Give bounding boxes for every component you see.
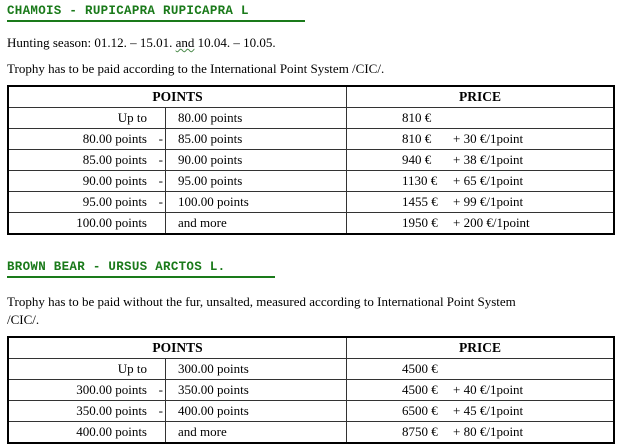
points-from: Up to xyxy=(117,110,147,125)
table-header-row xyxy=(8,337,614,359)
points-to: 350.00 points xyxy=(166,380,347,401)
table-row xyxy=(8,380,614,401)
chamois-trophy-note: Trophy has to be paid according to the International Point System /CIC/. xyxy=(7,61,385,76)
base-price: 8750 € xyxy=(402,424,438,439)
points-from: 350.00 points xyxy=(76,403,147,418)
table-header-row xyxy=(8,86,614,108)
points-from-cell xyxy=(8,192,166,213)
base-price: 1455 € xyxy=(402,194,438,209)
points-from-cell xyxy=(8,422,166,444)
table-row xyxy=(8,213,614,235)
points-to: 300.00 points xyxy=(166,359,347,380)
base-price: 810 € xyxy=(402,131,432,146)
per-point-rate: + 99 €/1point xyxy=(453,194,524,209)
price-cell xyxy=(347,129,615,150)
points-to: 95.00 points xyxy=(166,171,347,192)
price-cell xyxy=(347,422,615,444)
bear-heading-underline xyxy=(7,276,275,278)
points-from: 100.00 points xyxy=(76,215,147,230)
points-from-cell xyxy=(8,380,166,401)
price-cell xyxy=(347,150,615,171)
table-row xyxy=(8,422,614,444)
points-from-cell xyxy=(8,150,166,171)
points-to: 90.00 points xyxy=(166,150,347,171)
points-from: 400.00 points xyxy=(76,424,147,439)
base-price: 1950 € xyxy=(402,215,438,230)
points-to: 100.00 points xyxy=(166,192,347,213)
range-dash: - xyxy=(158,152,163,167)
points-from: 90.00 points xyxy=(82,173,147,188)
points-from: 300.00 points xyxy=(76,382,147,397)
price-cell xyxy=(347,192,615,213)
per-point-rate: + 65 €/1point xyxy=(453,173,524,188)
table-row xyxy=(8,108,614,129)
bear-trophy-note-line2: /CIC/. xyxy=(7,312,40,327)
points-from: 85.00 points xyxy=(82,152,147,167)
price-cell xyxy=(347,401,615,422)
price-column-header: PRICE xyxy=(347,337,615,359)
price-cell xyxy=(347,213,615,235)
table-row xyxy=(8,150,614,171)
table-row xyxy=(8,401,614,422)
points-to: 85.00 points xyxy=(166,129,347,150)
base-price: 1130 € xyxy=(402,173,438,188)
range-dash: - xyxy=(158,403,163,418)
range-dash: - xyxy=(158,194,163,209)
per-point-rate: + 45 €/1point xyxy=(453,403,524,418)
points-column-header: POINTS xyxy=(8,337,347,359)
price-cell xyxy=(347,108,615,129)
table-row xyxy=(8,171,614,192)
points-from-cell xyxy=(8,213,166,235)
table-row xyxy=(8,192,614,213)
points-to: 80.00 points xyxy=(166,108,347,129)
points-from-cell xyxy=(8,171,166,192)
base-price: 6500 € xyxy=(402,403,438,418)
points-from: 80.00 points xyxy=(82,131,147,146)
points-column-header: POINTS xyxy=(8,86,347,108)
per-point-rate: + 200 €/1point xyxy=(453,215,530,230)
points-from-cell xyxy=(8,401,166,422)
price-cell xyxy=(347,380,615,401)
price-cell xyxy=(347,171,615,192)
chamois-heading: CHAMOIS - RUPICAPRA RUPICAPRA L xyxy=(7,4,249,18)
points-from-cell xyxy=(8,129,166,150)
points-from: 95.00 points xyxy=(82,194,147,209)
points-to: 400.00 points xyxy=(166,401,347,422)
points-from-cell xyxy=(8,108,166,129)
price-cell xyxy=(347,359,615,380)
per-point-rate: + 40 €/1point xyxy=(453,382,524,397)
bear-trophy-note-line1: Trophy has to be paid without the fur, unsalted, measured according to International Point System xyxy=(7,294,516,309)
base-price: 810 € xyxy=(402,110,432,125)
range-dash: - xyxy=(158,131,163,146)
hunting-season-text: Hunting season: 01.12. – 15.01. and 10.04. – 10.05. xyxy=(7,35,276,50)
points-to: and more xyxy=(166,422,347,444)
points-to: and more xyxy=(166,213,347,235)
table-row xyxy=(8,359,614,380)
range-dash: - xyxy=(158,173,163,188)
bear-price-table xyxy=(7,336,615,444)
table-row xyxy=(8,129,614,150)
base-price: 4500 € xyxy=(402,382,438,397)
chamois-price-table xyxy=(7,85,615,235)
chamois-heading-underline xyxy=(7,20,305,22)
per-point-rate: + 38 €/1point xyxy=(453,152,524,167)
base-price: 940 € xyxy=(402,152,432,167)
base-price: 4500 € xyxy=(402,361,438,376)
bear-heading: BROWN BEAR - URSUS ARCTOS L. xyxy=(7,260,226,274)
per-point-rate: + 30 €/1point xyxy=(453,131,524,146)
range-dash: - xyxy=(158,382,163,397)
price-column-header: PRICE xyxy=(347,86,615,108)
per-point-rate: + 80 €/1point xyxy=(453,424,524,439)
points-from: Up to xyxy=(117,361,147,376)
points-from-cell xyxy=(8,359,166,380)
